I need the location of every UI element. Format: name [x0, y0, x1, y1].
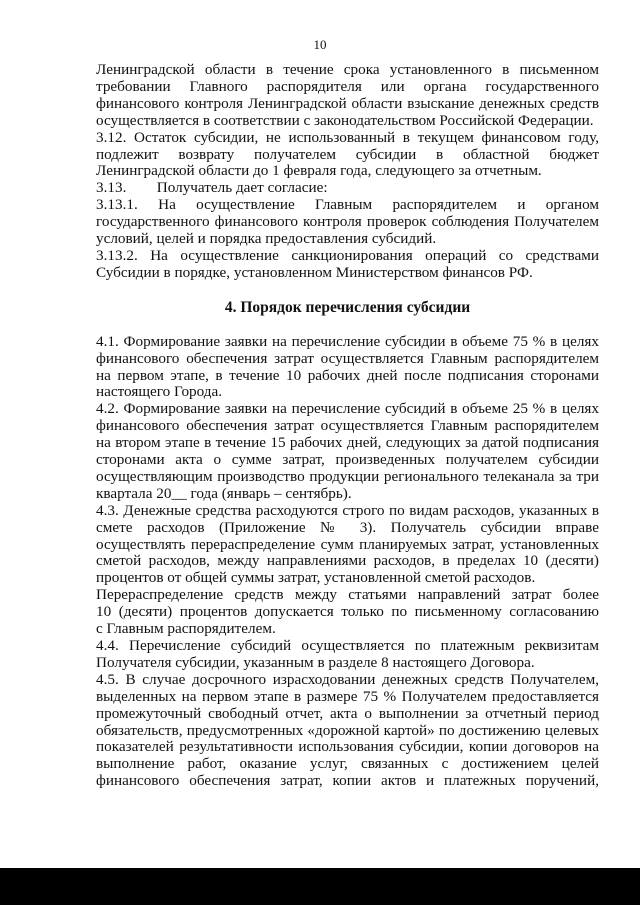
text-line: финансового контроля Ленинградской области взыскание денежных средств: [96, 94, 599, 112]
text-line: 3.13.2. На осуществление санкционирования операций со средствами: [96, 246, 599, 264]
section-4-title: 4. Порядок перечисления субсидии: [224, 298, 471, 316]
text-line: выделенных на первом этапе в размере 75 % Получателем предоставляется: [96, 687, 599, 705]
text-line: Ленинградской области до 1 февраля года, следующего за отчетным.: [96, 162, 542, 180]
text-line: на втором этапе в течение 15 рабочих дней, следующих за датой подписания: [96, 434, 599, 452]
text-line: 4.4. Перечисление субсидий осуществляется по платежным реквизитам: [96, 637, 599, 654]
text-line: показателей результативности использования субсидии, копии договоров на: [96, 738, 599, 756]
text-line: осуществляется в соответствии с законодательством Российской Федерации.: [96, 111, 594, 129]
page-number: 10: [313, 37, 327, 52]
paragraph-4-1: [96, 334, 599, 402]
paragraph-4-3: [96, 503, 599, 588]
text-line: 3.13.1. На осуществление Главным распорядителем и органом: [96, 196, 599, 214]
text-line: 3.13. Получатель дает согласие:: [96, 179, 328, 197]
text-line: 10 (десяти) процентов допускается только по письменному согласованию: [96, 603, 599, 621]
document-body: [96, 62, 599, 790]
scan-bottom-border: [0, 868, 640, 905]
text-line: подлежит возврату получателем субсидии в областной бюджет: [96, 145, 599, 163]
text-line: на первом этапе, в течение 10 рабочих дней после подписания сторонами: [96, 366, 599, 384]
text-line: обязательств, предусмотренных «дорожной картой» по достижению целевых: [96, 721, 599, 739]
text-line: Ленинградской области в течение срока установленного в письменном: [96, 61, 599, 78]
paragraph-3-13-1: [96, 197, 599, 248]
text-line: государственного финансового контроля проверок соблюдения Получателем: [96, 213, 599, 231]
text-line: сметой расходов, между направлениями расходов, в пределах 10 (десяти): [96, 552, 599, 570]
text-line: 4.2. Формирование заявки на перечисление субсидий в объеме 25 % в целях: [96, 400, 599, 418]
paragraph-3-12: [96, 130, 599, 181]
paragraph-3-13: [96, 180, 599, 197]
paragraph-3-11-continuation: [96, 62, 599, 130]
text-line: Перераспределение средств между статьями направлений затрат более: [96, 586, 599, 604]
text-line: финансового обеспечения затрат, копии актов и платежных поручений,: [96, 772, 599, 790]
section-spacer: [96, 282, 599, 300]
paragraph-4-5: [96, 672, 599, 790]
text-line: 3.12. Остаток субсидии, не использованный в текущем финансовом году,: [96, 128, 599, 146]
text-line: условий, целей и порядка предоставления субсидий.: [96, 230, 437, 248]
text-line: осуществлять перераспределение сумм планируемых затрат, установленных: [96, 535, 599, 553]
text-line: с Главным распорядителем.: [96, 620, 276, 638]
paragraph-3-13-2: [96, 248, 599, 282]
text-line: финансового обеспечения затрат осуществляется Главным распорядителем: [96, 349, 599, 367]
text-line: Субсидии в порядке, установленном Министерством финансов РФ.: [96, 263, 533, 281]
text-line: сторонами акта о сумме затрат, произведенных получателем субсидии: [96, 451, 599, 469]
text-line: квартала 20__ года (январь – сентябрь).: [96, 484, 352, 502]
paragraph-4-4: [96, 638, 599, 672]
text-line: 4.3. Денежные средства расходуются строго по видам расходов, указанных в: [96, 501, 599, 519]
text-line: 4.1. Формирование заявки на перечисление субсидии в объеме 75 % в целях: [96, 332, 599, 350]
text-line: осуществляющим производство продукции регионального телеканала за три: [96, 467, 599, 485]
paragraph-4-2: [96, 401, 599, 502]
text-line: настоящего Города.: [96, 383, 223, 401]
text-line: Получателя субсидии, указанным в разделе 8 настоящего Договора.: [96, 653, 535, 671]
text-line: промежуточный свободный отчет, акта о выполнении за отчетный период: [96, 704, 599, 722]
text-line: процентов от общей суммы затрат, установленной сметой расходов.: [96, 569, 536, 587]
text-line: смете расходов (Приложение № 3). Получатель субсидии вправе: [96, 518, 599, 536]
text-line: финансового обеспечения затрат осуществляется Главным распорядителем: [96, 417, 599, 435]
text-line: требовании Главного распорядителя или органа государственного: [96, 77, 599, 95]
text-line: выполнение работ, оказание услуг, связанных с достижением целей: [96, 755, 599, 773]
text-line: 4.5. В случае досрочного израсходовании денежных средств Получателем,: [96, 670, 599, 688]
paragraph-4-3-continued: [96, 587, 599, 638]
